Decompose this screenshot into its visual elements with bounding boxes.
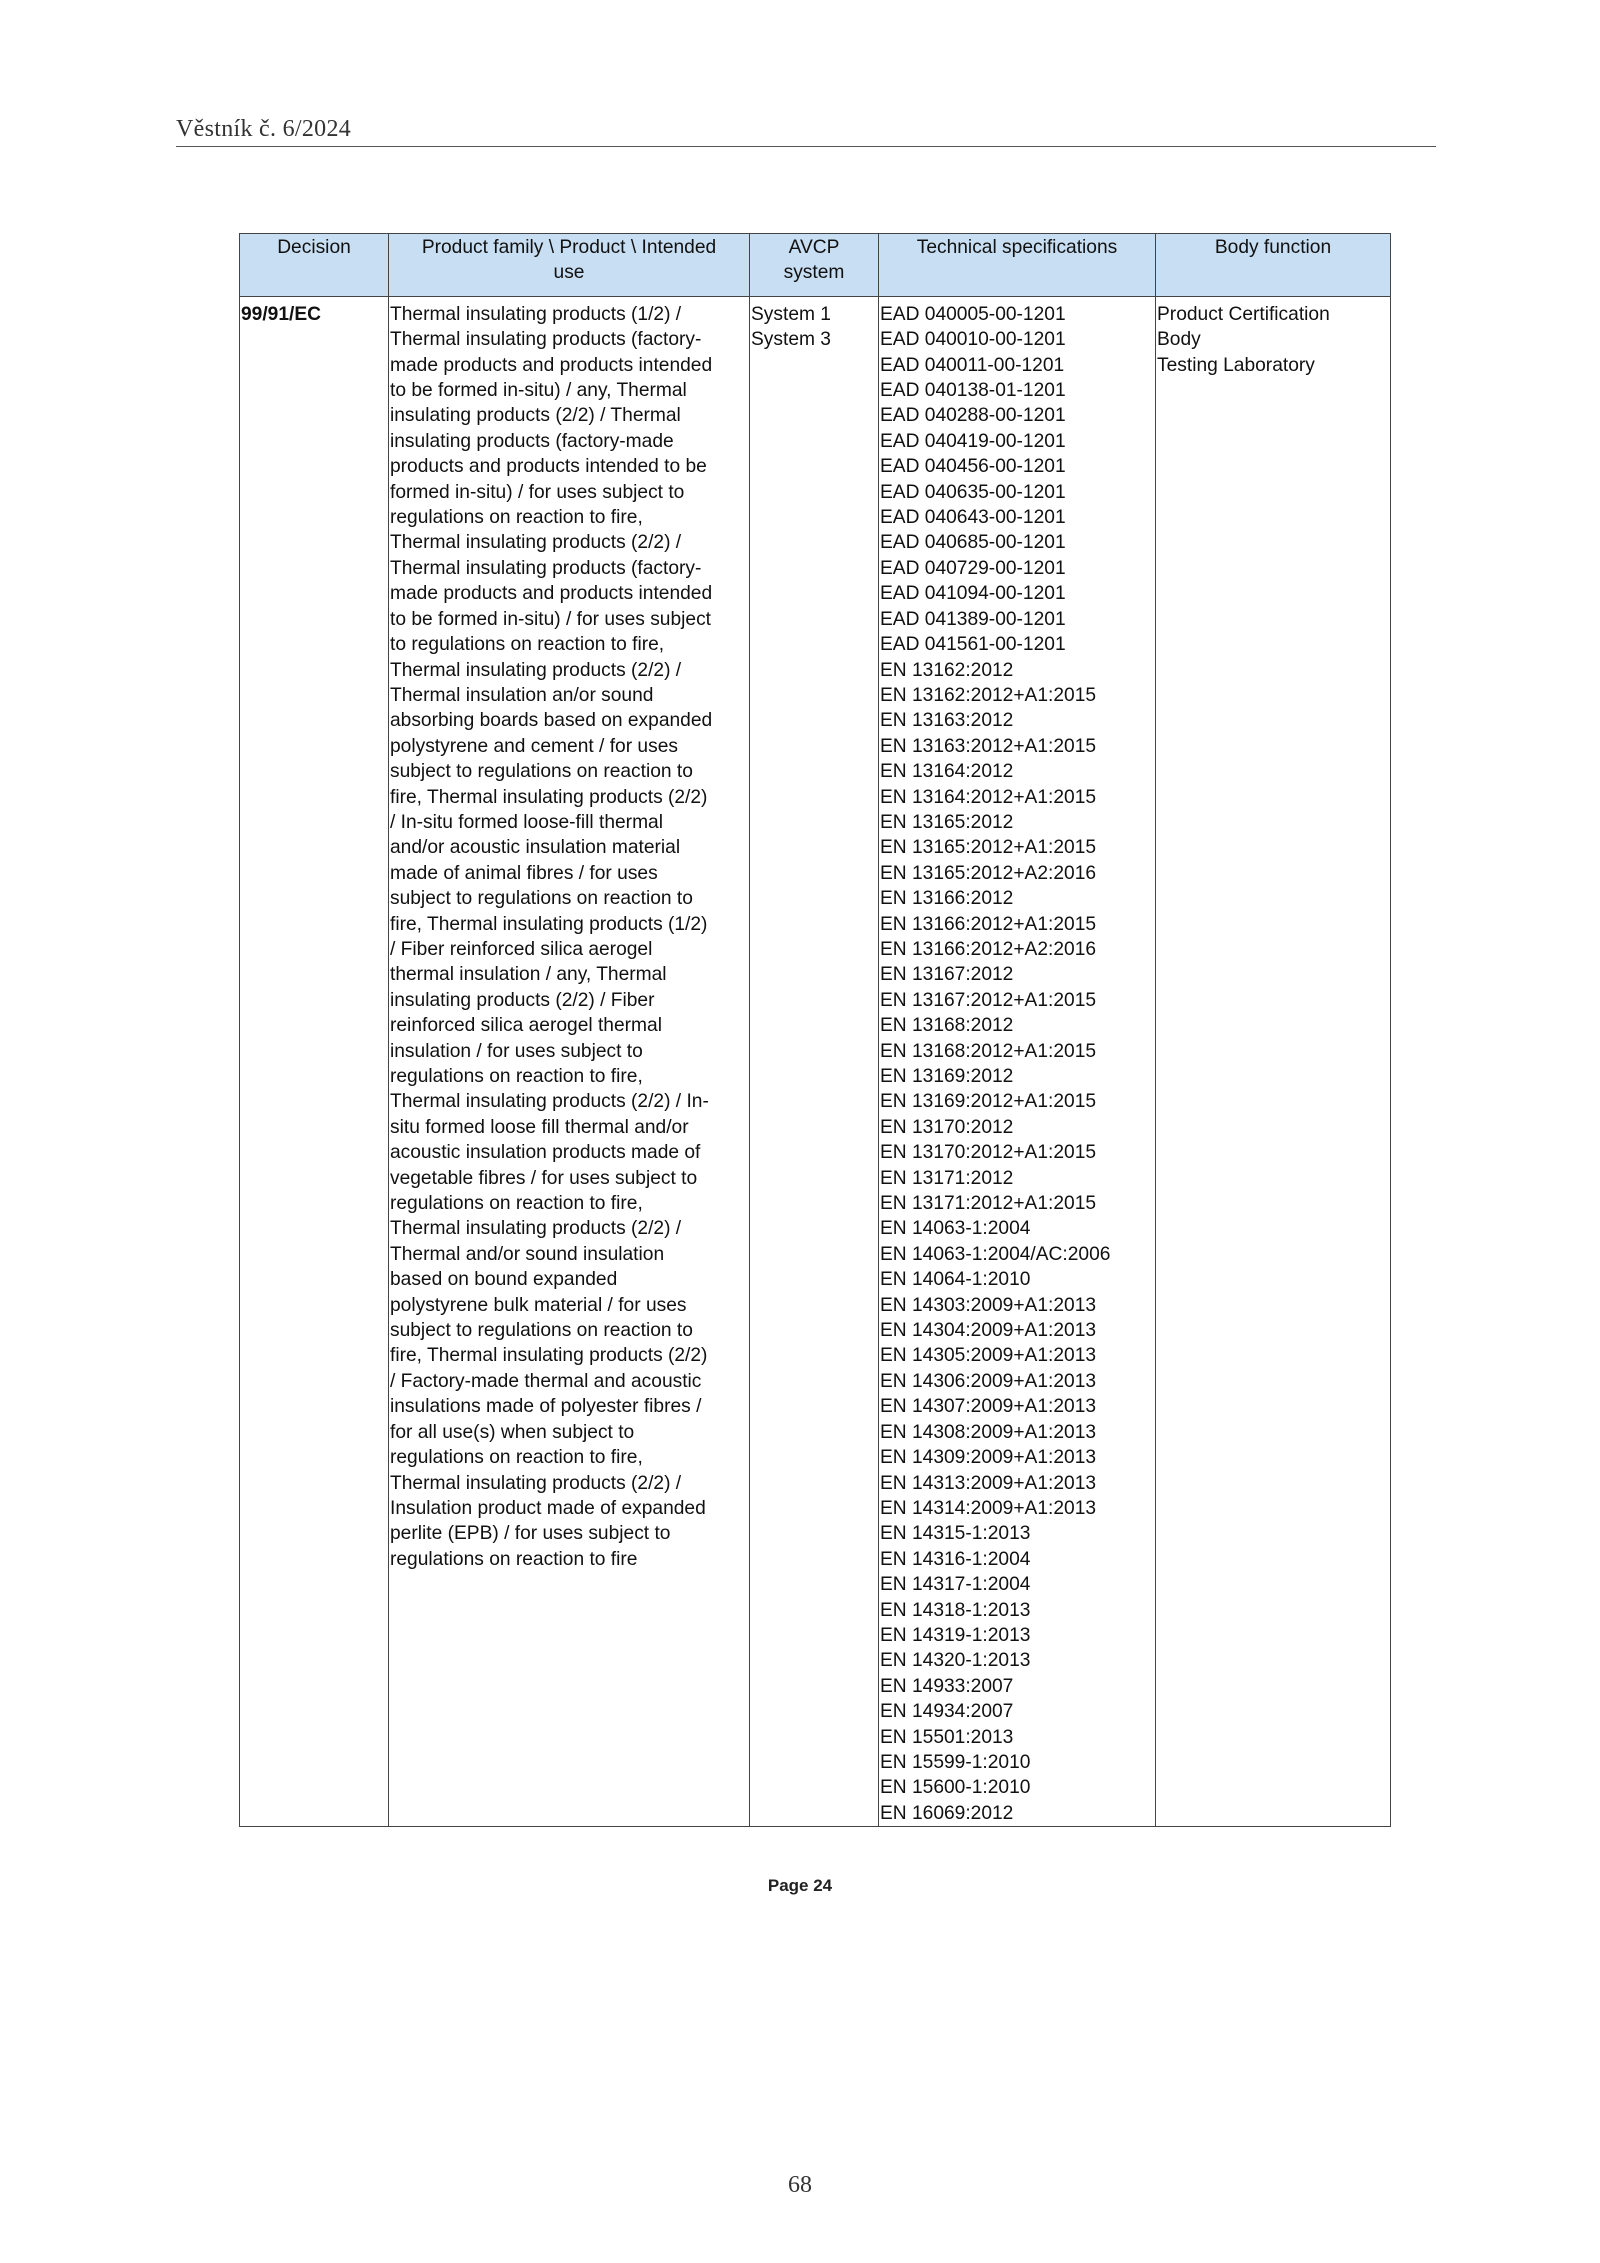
column-header-avcp-system: AVCP system [750,234,879,297]
page-number: 68 [788,2172,812,2198]
body-function-cell: Product Certification Body Testing Laboratory [1156,302,1391,1827]
column-header-decision: Decision [240,234,389,297]
column-header-technical-specifications: Technical specifications [879,234,1156,297]
table-header-row [240,234,1391,297]
product-family-cell: Thermal insulating products (1/2) / Thermal insulating products (factory- made products and products intended to be formed in-situ) / any, Thermal insulating products (2/2) / Thermal insulating products (factory-made products and products intended to be formed in-situ) / for uses subject to regulations on reaction to fire, Thermal insulating products (2/2) / Thermal insulating products (factory- made products and products intended to be formed in-situ) / for uses subject to regulations on reaction to fire, Thermal insulating products (2/2) / Thermal insulation an/or sound absorbing boards based on expanded polystyrene and cement / for uses subject to regulations on reaction to fire, Thermal insulating products (2/2) / In-situ formed loose-fill thermal and/or acoustic insulation material made of animal fibres / for uses subject to regulations on reaction to fire, Thermal insulating products (1/2) / Fiber reinforced silica aerogel thermal insulation / any, Thermal insulating products (2/2) / Fiber reinforced silica aerogel thermal insulation / for uses subject to regulations on reaction to fire, Thermal insulating products (2/2) / In- situ formed loose fill thermal and/or acoustic insulation products made of vegetable fibres / for uses subject to regulations on reaction to fire, Thermal insulating products (2/2) / Thermal and/or sound insulation based on bound expanded polystyrene bulk material / for uses subject to regulations on reaction to fire, Thermal insulating products (2/2) / Factory-made thermal and acoustic insulations made of polyester fibres / for all use(s) when subject to regulations on reaction to fire, Thermal insulating products (2/2) / Insulation product made of expanded perlite (EPB) / for uses subject to regulations on reaction to fire [389,302,750,1827]
journal-title: Věstník č. 6/2024 [176,116,352,142]
avcp-system-cell: System 1 System 3 [750,302,879,1827]
decision-cell: 99/91/EC [240,302,389,1827]
technical-specifications-cell: EAD 040005-00-1201 EAD 040010-00-1201 EAD 040011-00-1201 EAD 040138-01-1201 EAD 040288-00-1201 EAD 040419-00-1201 EAD 040456-00-1201 EAD 040635-00-1201 EAD 040643-00-1201 EAD 040685-00-1201 EAD 040729-00-1201 EAD 041094-00-1201 EAD 041389-00-1201 EAD 041561-00-1201 EN 13162:2012 EN 13162:2012+A1:2015 EN 13163:2012 EN 13163:2012+A1:2015 EN 13164:2012 EN 13164:2012+A1:2015 EN 13165:2012 EN 13165:2012+A1:2015 EN 13165:2012+A2:2016 EN 13166:2012 EN 13166:2012+A1:2015 EN 13166:2012+A2:2016 EN 13167:2012 EN 13167:2012+A1:2015 EN 13168:2012 EN 13168:2012+A1:2015 EN 13169:2012 EN 13169:2012+A1:2015 EN 13170:2012 EN 13170:2012+A1:2015 EN 13171:2012 EN 13171:2012+A1:2015 EN 14063-1:2004 EN 14063-1:2004/AC:2006 EN 14064-1:2010 EN 14303:2009+A1:2013 EN 14304:2009+A1:2013 EN 14305:2009+A1:2013 EN 14306:2009+A1:2013 EN 14307:2009+A1:2013 EN 14308:2009+A1:2013 EN 14309:2009+A1:2013 EN 14313:2009+A1:2013 EN 14314:2009+A1:2013 EN 14315-1:2013 EN 14316-1:2004 EN 14317-1:2004 EN 14318-1:2013 EN 14319-1:2013 EN 14320-1:2013 EN 14933:2007 EN 14934:2007 EN 15501:2013 EN 15599-1:2010 EN 15600-1:2010 EN 16069:2012 [879,302,1156,1827]
certification-table [239,233,1391,1827]
running-header [176,112,1436,147]
table-row [240,302,1391,1827]
column-header-product-family: Product family \ Product \ Intended use [389,234,750,297]
column-header-body-function: Body function [1156,234,1391,297]
table-page-label: Page 24 [767,1876,833,1895]
